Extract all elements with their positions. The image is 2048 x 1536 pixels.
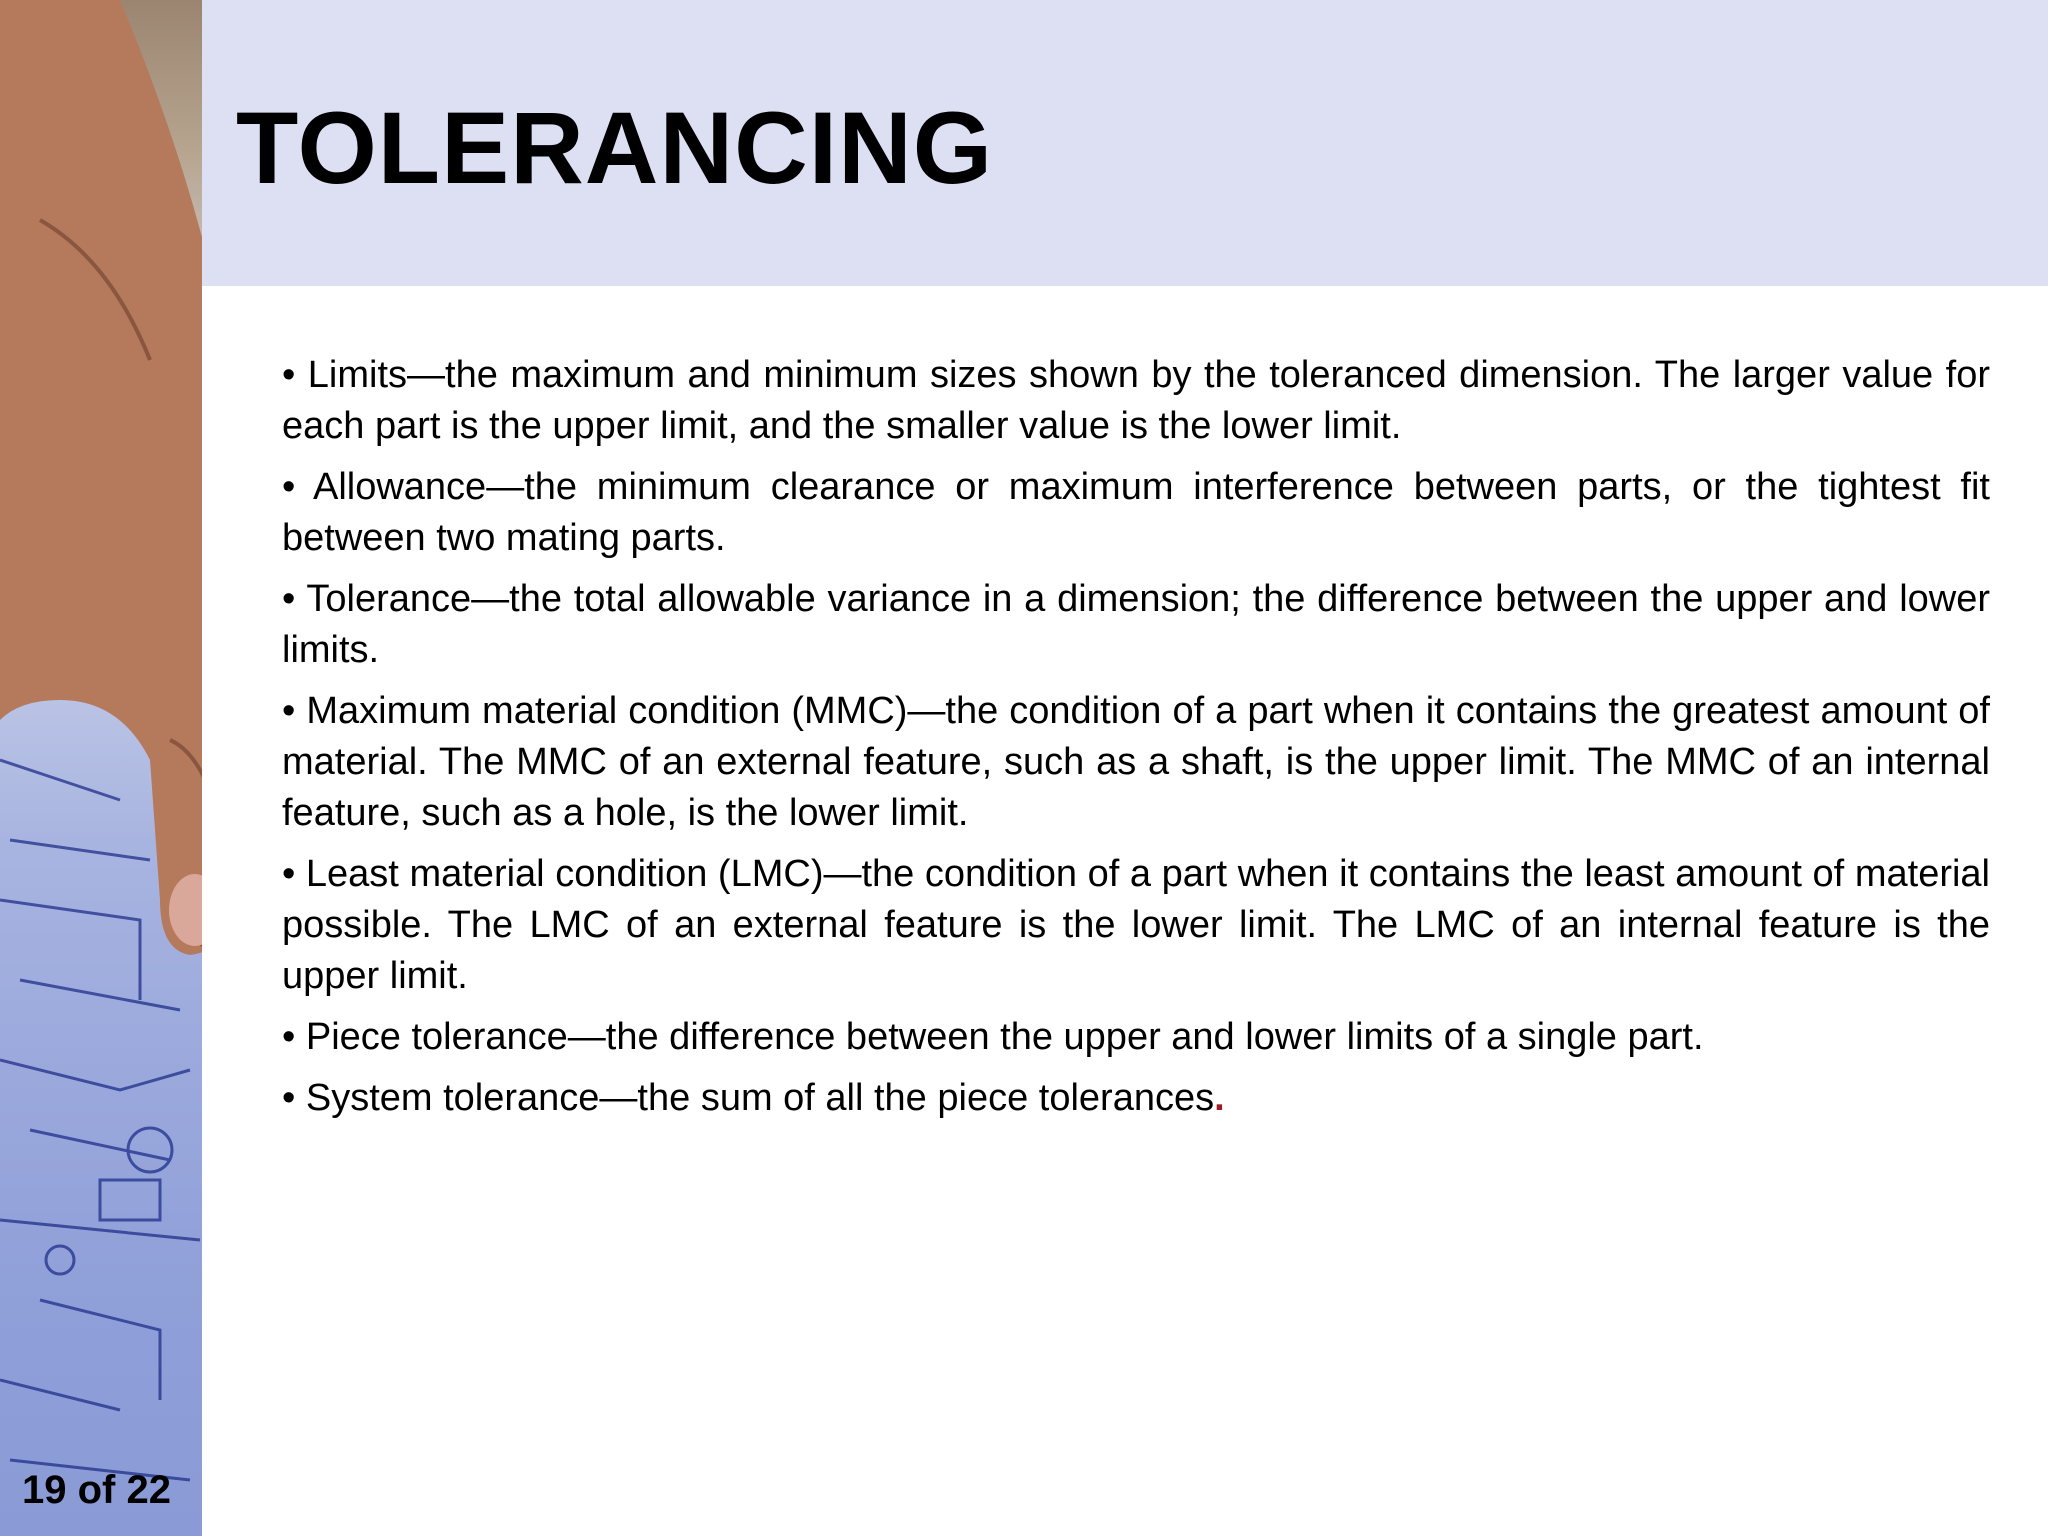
bullet-piece-tolerance: • Piece tolerance—the difference between the upper and lower limits of a single part. (282, 1016, 1704, 1058)
page-indicator: 19 of 22 (22, 1468, 171, 1512)
bullet-system-tolerance (282, 1073, 1990, 1124)
accent-period: . (1214, 1077, 1225, 1119)
bullet-limits: • Limits—the maximum and minimum sizes shown by the toleranced dimension. The larger value for each part is the upper limit, and the smaller value is the lower limit. (282, 354, 1990, 447)
bullet-lmc: • Least material condition (LMC)—the condition of a part when it contains the least amount of material possible. The LMC of an external feature is the lower limit. The LMC of an internal feature is the upper limit. (282, 853, 1990, 997)
bullet-mmc: • Maximum material condition (MMC)—the condition of a part when it contains the greatest amount of material. The MMC of an external feature, such as a shaft, is the upper limit. The MMC of an internal feature, such as a hole, is the lower limit. (282, 690, 1990, 834)
slide-title: TOLERANCING (236, 91, 994, 205)
bullet-system-tolerance-text: • System tolerance—the sum of all the piece tolerances (282, 1077, 1215, 1119)
bullet-allowance: • Allowance—the minimum clearance or maximum interference between parts, or the tightest fit between two mating parts. (282, 466, 1990, 559)
bullet-tolerance: • Tolerance—the total allowable variance in a dimension; the difference between the upper and lower limits. (282, 578, 1990, 671)
hand-pointing-at-blueprint-image (0, 0, 202, 1536)
bullet-list (282, 350, 1990, 1134)
